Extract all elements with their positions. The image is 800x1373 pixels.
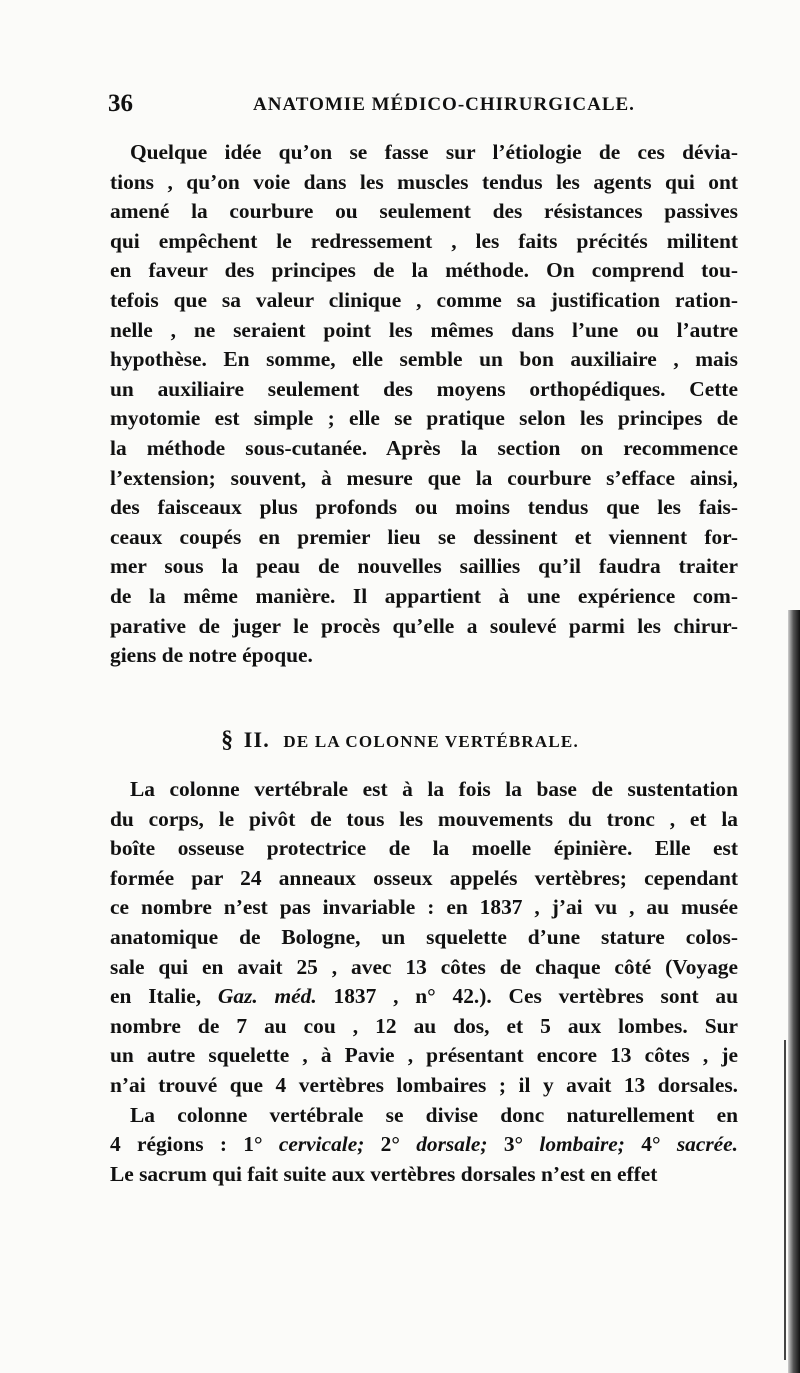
text-line: ceaux coupés en premier lieu se dessinent et viennent for- (110, 524, 738, 549)
region-term: cervicale; (278, 1132, 365, 1157)
text-line: un auxiliaire seulement des moyens orthopédiques. Cette (110, 376, 738, 401)
text-line: parative de juger le procès qu’elle a soulevé parmi les chirur- (110, 613, 738, 638)
text-line: giens de notre époque. (110, 643, 313, 668)
text-line: du corps, le pivôt de tous les mouvements du tronc , et la (110, 806, 738, 831)
paragraph-colonne-vertebrale (110, 775, 738, 1189)
text-line: La colonne vertébrale est à la fois la base de sustentation (130, 777, 738, 801)
text-line: tions , qu’on voie dans les muscles tendus les agents qui ont (110, 169, 738, 194)
text-segment: 2° (380, 1132, 400, 1157)
running-head: ANATOMIE MÉDICO-CHIRURGICALE. (253, 94, 635, 115)
text-line: nombre de 7 au cou , 12 au dos, et 5 aux lombes. Sur (110, 1013, 738, 1038)
page-header (0, 86, 800, 126)
text-line: un autre squelette , à Pavie , présentant encore 13 côtes , je (110, 1043, 738, 1068)
region-term: dorsale; (416, 1132, 488, 1157)
section-number: II. (243, 727, 270, 752)
text-line: la méthode sous-cutanée. Après la section on recommence (110, 435, 738, 460)
book-spine-shadow (788, 610, 800, 1373)
text-line: nelle , ne seraient point les mêmes dans l’une ou l’autre (110, 317, 738, 342)
text-line: formée par 24 anneaux osseux appelés vertèbres; cependant (110, 865, 738, 890)
region-term: sacrée. (676, 1132, 738, 1157)
text-line: tefois que sa valeur clinique , comme sa justification ration- (110, 287, 738, 312)
text-segment: 4° (641, 1132, 661, 1157)
section-sign: § (221, 727, 235, 753)
text-line: des faisceaux plus profonds ou moins tendus que les fais- (110, 495, 738, 520)
text-line: myotomie est simple ; elle se pratique selon les principes de (110, 406, 738, 431)
text-segment: en Italie, (110, 984, 202, 1009)
text-line: n’ai trouvé que 4 vertèbres lombaires ; il y avait 13 dorsales. (110, 1072, 738, 1097)
journal-citation: Gaz. méd. (217, 984, 317, 1009)
text-line: sale qui en avait 25 , avec 13 côtes de chaque côté (Voyage (110, 954, 738, 979)
text-line: l’extension; souvent, à mesure que la courbure s’efface ainsi, (110, 465, 738, 490)
text-line: Quelque idée qu’on se fasse sur l’étiologie de ces dévia- (130, 140, 738, 164)
text-line: hypothèse. En somme, elle semble un bon auxiliaire , mais (110, 347, 738, 372)
paragraph-myotomie (110, 138, 738, 671)
page-number: 36 (108, 90, 133, 117)
section-title: DE LA COLONNE VERTÉBRALE. (283, 732, 579, 751)
text-line: amené la courbure ou seulement des résistances passives (110, 199, 738, 224)
text-line-regions (110, 1130, 738, 1160)
book-spine-edge (784, 1040, 786, 1360)
text-line: Le sacrum qui fait suite aux vertèbres dorsales n’est en effet (110, 1161, 658, 1186)
text-line: mer sous la peau de nouvelles saillies qu’il faudra traiter (110, 554, 738, 579)
text-segment: 3° (503, 1132, 524, 1157)
region-term: lombaire; (539, 1132, 625, 1157)
text-line: de la même manière. Il appartient à une expérience com- (110, 583, 738, 608)
text-line: ce nombre n’est pas invariable : en 1837 , j’ai vu , au musée (110, 895, 738, 920)
text-line: anatomique de Bologne, un squelette d’une stature colos- (110, 924, 738, 949)
text-segment: 4 régions : 1° (110, 1132, 263, 1157)
text-line: boîte osseuse protectrice de la moelle épinière. Elle est (110, 836, 738, 861)
text-segment: 1837 , n° 42.). Ces vertèbres sont au (333, 984, 738, 1009)
text-line-with-citation (110, 982, 738, 1012)
section-heading (0, 727, 800, 754)
text-line: en faveur des principes de la méthode. On comprend tou- (110, 258, 738, 283)
text-line: qui empêchent le redressement , les faits précités militent (110, 228, 738, 253)
text-line: La colonne vertébrale se divise donc naturellement en (130, 1102, 738, 1127)
